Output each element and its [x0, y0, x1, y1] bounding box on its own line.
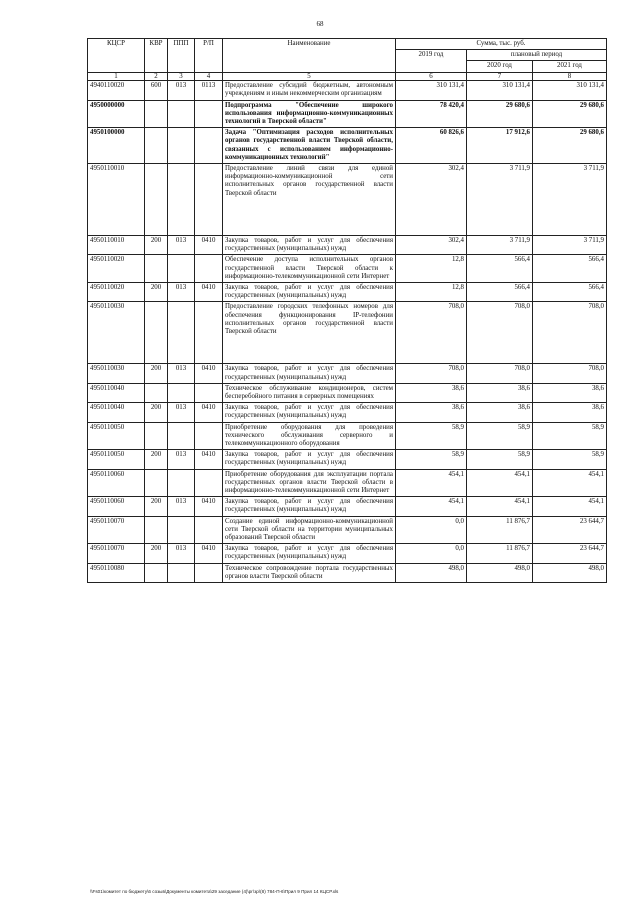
name-cell: Закупка товаров, работ и услуг для обеспечения государственных (муниципальных) нужд — [223, 235, 396, 254]
kcsr-cell: 4950110010 — [88, 235, 145, 254]
amount-2019-cell: 38,6 — [396, 383, 467, 402]
ppp-cell: 013 — [168, 450, 195, 469]
kvr-cell: 600 — [145, 81, 168, 100]
rp-cell — [195, 128, 223, 164]
column-number: 4 — [195, 72, 223, 81]
rp-cell: 0113 — [195, 81, 223, 100]
rp-cell — [195, 516, 223, 544]
amount-2021-cell: 38,6 — [533, 403, 607, 422]
amount-2021-cell: 454,1 — [533, 497, 607, 516]
header-kvr: КВР — [145, 39, 168, 73]
table-row — [88, 81, 607, 100]
table-row — [88, 282, 607, 301]
table-row — [88, 469, 607, 497]
header-planning-period: плановый период — [467, 50, 607, 61]
ppp-cell — [168, 100, 195, 128]
kvr-cell — [145, 516, 168, 544]
amount-2019-cell: 708,0 — [396, 364, 467, 383]
rp-cell — [195, 563, 223, 582]
kcsr-cell: 4940110020 — [88, 81, 145, 100]
ppp-cell: 013 — [168, 81, 195, 100]
kcsr-cell: 4950000000 — [88, 100, 145, 128]
amount-2021-cell: 3 711,9 — [533, 163, 607, 235]
amount-2019-cell: 454,1 — [396, 469, 467, 497]
header-rp: Р/П — [195, 39, 223, 73]
ppp-cell: 013 — [168, 282, 195, 301]
rp-cell: 0410 — [195, 364, 223, 383]
ppp-cell — [168, 383, 195, 402]
amount-2020-cell: 454,1 — [467, 497, 533, 516]
ppp-cell — [168, 516, 195, 544]
column-number: 7 — [467, 72, 533, 81]
name-cell: Техническое сопровождение портала государственных органов власти Тверской области — [223, 563, 396, 582]
kcsr-cell: 4950110020 — [88, 282, 145, 301]
kcsr-cell: 4950110040 — [88, 383, 145, 402]
rp-cell: 0410 — [195, 450, 223, 469]
amount-2020-cell: 708,0 — [467, 364, 533, 383]
table-row — [88, 364, 607, 383]
rp-cell: 0410 — [195, 497, 223, 516]
kcsr-cell: 4950110070 — [88, 544, 145, 563]
table-row — [88, 422, 607, 450]
table-row — [88, 497, 607, 516]
amount-2020-cell: 310 131,4 — [467, 81, 533, 100]
table-row — [88, 163, 607, 235]
name-cell: Обеспечение доступа исполнительных органов государственной власти Тверской области к информационно-телекоммуникационной сети Интернет — [223, 255, 396, 283]
budget-table — [87, 38, 607, 583]
kvr-cell — [145, 383, 168, 402]
rp-cell: 0410 — [195, 544, 223, 563]
header-year-2021: 2021 год — [533, 61, 607, 72]
kcsr-cell: 4950110080 — [88, 563, 145, 582]
ppp-cell: 013 — [168, 544, 195, 563]
column-number: 1 — [88, 72, 145, 81]
file-path-footer: \\Fs01\комитет по бюджету\6 созыв\Документы комитета\29 заседание (4)\рг\зр\(8) 784-П-6\Прил 9 Прил 14 КЦСР.xls — [90, 889, 339, 894]
ppp-cell — [168, 422, 195, 450]
amount-2019-cell: 302,4 — [396, 163, 467, 235]
ppp-cell: 013 — [168, 364, 195, 383]
name-cell: Приобретение оборудования для эксплуатации портала государственных органов власти Тверской области в информационно-телекоммуникационной сети Интернет — [223, 469, 396, 497]
table-row — [88, 255, 607, 283]
kcsr-cell: 4950110010 — [88, 163, 145, 235]
kcsr-cell: 4950110070 — [88, 516, 145, 544]
table-row — [88, 128, 607, 164]
kvr-cell: 200 — [145, 450, 168, 469]
name-cell: Приобретение оборудования для проведения технического обслуживания серверного и телекоммуникационного оборудования — [223, 422, 396, 450]
name-cell: Закупка товаров, работ и услуг для обеспечения государственных (муниципальных) нужд — [223, 497, 396, 516]
rp-cell — [195, 163, 223, 235]
name-cell: Предоставление линий связи для единой информационно-коммуникационной сети исполнительных органов государственной власти Тверской области — [223, 163, 396, 235]
kvr-cell: 200 — [145, 544, 168, 563]
kvr-cell — [145, 100, 168, 128]
kvr-cell — [145, 302, 168, 364]
header-year-2019: 2019 год — [396, 50, 467, 72]
kvr-cell — [145, 563, 168, 582]
ppp-cell — [168, 163, 195, 235]
amount-2020-cell: 11 876,7 — [467, 544, 533, 563]
column-number: 8 — [533, 72, 607, 81]
amount-2021-cell: 38,6 — [533, 383, 607, 402]
amount-2020-cell: 498,0 — [467, 563, 533, 582]
amount-2021-cell: 3 711,9 — [533, 235, 607, 254]
column-number-row — [88, 72, 607, 81]
amount-2020-cell: 566,4 — [467, 282, 533, 301]
kcsr-cell: 4950100000 — [88, 128, 145, 164]
amount-2021-cell: 29 680,6 — [533, 128, 607, 164]
rp-cell — [195, 302, 223, 364]
kvr-cell — [145, 422, 168, 450]
amount-2019-cell: 38,6 — [396, 403, 467, 422]
amount-2020-cell: 38,6 — [467, 403, 533, 422]
rp-cell — [195, 255, 223, 283]
kcsr-cell: 4950110030 — [88, 364, 145, 383]
amount-2021-cell: 498,0 — [533, 563, 607, 582]
kvr-cell — [145, 128, 168, 164]
amount-2019-cell: 498,0 — [396, 563, 467, 582]
amount-2020-cell: 58,9 — [467, 450, 533, 469]
amount-2021-cell: 454,1 — [533, 469, 607, 497]
amount-2021-cell: 23 644,7 — [533, 544, 607, 563]
rp-cell: 0410 — [195, 235, 223, 254]
amount-2021-cell: 310 131,4 — [533, 81, 607, 100]
amount-2019-cell: 60 826,6 — [396, 128, 467, 164]
amount-2020-cell: 11 876,7 — [467, 516, 533, 544]
header-sum-title: Сумма, тыс. руб. — [396, 39, 607, 50]
rp-cell — [195, 383, 223, 402]
table-row — [88, 100, 607, 128]
kvr-cell: 200 — [145, 282, 168, 301]
amount-2019-cell: 0,0 — [396, 516, 467, 544]
amount-2021-cell: 708,0 — [533, 302, 607, 364]
amount-2021-cell: 566,4 — [533, 255, 607, 283]
kvr-cell — [145, 469, 168, 497]
amount-2021-cell: 58,9 — [533, 422, 607, 450]
amount-2020-cell: 38,6 — [467, 383, 533, 402]
amount-2019-cell: 0,0 — [396, 544, 467, 563]
header-ppp: ППП — [168, 39, 195, 73]
ppp-cell — [168, 255, 195, 283]
kcsr-cell: 4950110040 — [88, 403, 145, 422]
amount-2020-cell: 3 711,9 — [467, 163, 533, 235]
table-row — [88, 302, 607, 364]
table-row — [88, 383, 607, 402]
column-number: 2 — [145, 72, 168, 81]
header-kcsr: КЦСР — [88, 39, 145, 73]
rp-cell — [195, 469, 223, 497]
name-cell: Техническое обслуживание кондиционеров, систем бесперебойного питания в серверных помещениях — [223, 383, 396, 402]
name-cell: Предоставление субсидий бюджетным, автономным учреждениям и иным некоммерческим организациям — [223, 81, 396, 100]
table-row — [88, 235, 607, 254]
amount-2021-cell: 23 644,7 — [533, 516, 607, 544]
kvr-cell: 200 — [145, 403, 168, 422]
rp-cell: 0410 — [195, 282, 223, 301]
name-cell: Закупка товаров, работ и услуг для обеспечения государственных (муниципальных) нужд — [223, 450, 396, 469]
kvr-cell: 200 — [145, 235, 168, 254]
amount-2020-cell: 58,9 — [467, 422, 533, 450]
rp-cell — [195, 100, 223, 128]
kvr-cell — [145, 255, 168, 283]
name-cell: Закупка товаров, работ и услуг для обеспечения государственных (муниципальных) нужд — [223, 282, 396, 301]
ppp-cell — [168, 302, 195, 364]
ppp-cell — [168, 563, 195, 582]
table-row — [88, 516, 607, 544]
name-cell: Закупка товаров, работ и услуг для обеспечения государственных (муниципальных) нужд — [223, 403, 396, 422]
rp-cell — [195, 422, 223, 450]
kcsr-cell: 4950110050 — [88, 422, 145, 450]
kcsr-cell: 4950110060 — [88, 497, 145, 516]
ppp-cell — [168, 128, 195, 164]
rp-cell: 0410 — [195, 403, 223, 422]
amount-2019-cell: 58,9 — [396, 450, 467, 469]
name-cell: Задача "Оптимизация расходов исполнительных органов государственной власти Тверской области, связанных с использованием информационно-коммуникационных технологий" — [223, 128, 396, 164]
kcsr-cell: 4950110020 — [88, 255, 145, 283]
amount-2019-cell: 78 420,4 — [396, 100, 467, 128]
amount-2019-cell: 708,0 — [396, 302, 467, 364]
kvr-cell — [145, 163, 168, 235]
name-cell: Закупка товаров, работ и услуг для обеспечения государственных (муниципальных) нужд — [223, 364, 396, 383]
kcsr-cell: 4950110050 — [88, 450, 145, 469]
amount-2020-cell: 3 711,9 — [467, 235, 533, 254]
kcsr-cell: 4950110030 — [88, 302, 145, 364]
amount-2020-cell: 566,4 — [467, 255, 533, 283]
table-row — [88, 403, 607, 422]
name-cell: Предоставление городских телефонных номеров для обеспечения функционирования IP-телефонии исполнительных органов государственной власти Тверской области — [223, 302, 396, 364]
amount-2019-cell: 12,8 — [396, 282, 467, 301]
ppp-cell: 013 — [168, 497, 195, 516]
table-row — [88, 450, 607, 469]
amount-2019-cell: 58,9 — [396, 422, 467, 450]
name-cell: Подпрограмма "Обеспечение широкого использования информационно-коммуникационных технологий в Тверской области" — [223, 100, 396, 128]
ppp-cell — [168, 469, 195, 497]
column-number: 6 — [396, 72, 467, 81]
column-number: 3 — [168, 72, 195, 81]
header-name: Наименование — [223, 39, 396, 73]
amount-2020-cell: 708,0 — [467, 302, 533, 364]
amount-2019-cell: 302,4 — [396, 235, 467, 254]
amount-2020-cell: 454,1 — [467, 469, 533, 497]
amount-2020-cell: 17 912,6 — [467, 128, 533, 164]
amount-2019-cell: 454,1 — [396, 497, 467, 516]
amount-2021-cell: 29 680,6 — [533, 100, 607, 128]
name-cell: Создание единой информационно-коммуникационной сети Тверской области на территории муниципальных образований Тверской области — [223, 516, 396, 544]
header-year-2020: 2020 год — [467, 61, 533, 72]
name-cell: Закупка товаров, работ и услуг для обеспечения государственных (муниципальных) нужд — [223, 544, 396, 563]
amount-2021-cell: 708,0 — [533, 364, 607, 383]
kcsr-cell: 4950110060 — [88, 469, 145, 497]
amount-2020-cell: 29 680,6 — [467, 100, 533, 128]
amount-2021-cell: 566,4 — [533, 282, 607, 301]
amount-2019-cell: 12,8 — [396, 255, 467, 283]
table-row — [88, 544, 607, 563]
table-row — [88, 563, 607, 582]
amount-2019-cell: 310 131,4 — [396, 81, 467, 100]
ppp-cell: 013 — [168, 235, 195, 254]
kvr-cell: 200 — [145, 497, 168, 516]
kvr-cell: 200 — [145, 364, 168, 383]
page-number: 68 — [316, 20, 324, 28]
ppp-cell: 013 — [168, 403, 195, 422]
column-number: 5 — [223, 72, 396, 81]
amount-2021-cell: 58,9 — [533, 450, 607, 469]
